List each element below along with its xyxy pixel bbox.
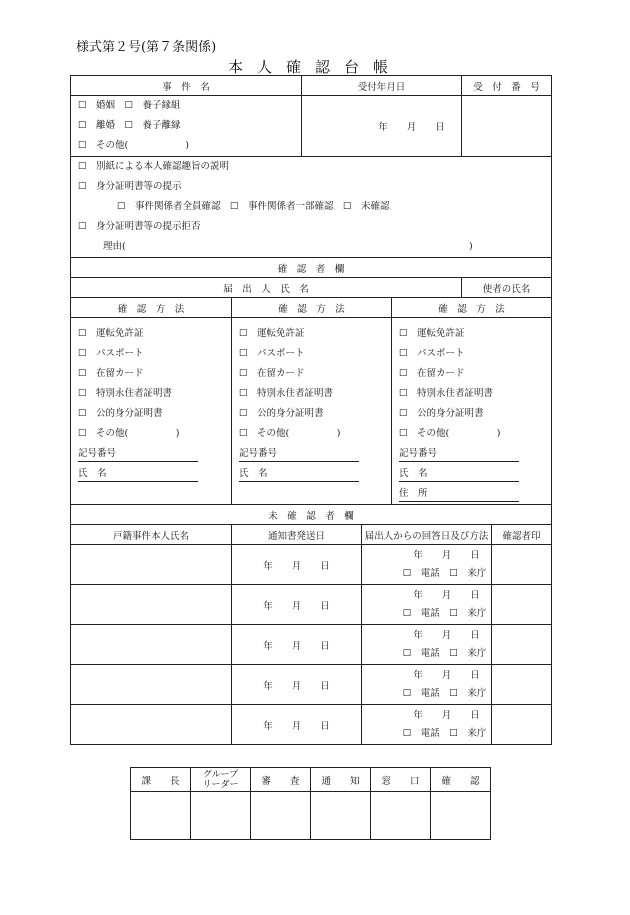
col-event-header: 事 件 名 [71,76,302,96]
confirmer-seal-cell[interactable] [492,665,552,705]
unconfirmed-section-title: 未 確 認 者 欄 [71,505,552,525]
filer-name-header: 届 出 人 氏 名 [71,278,462,298]
method-option[interactable]: ☐ 公的身分証明書 [78,408,163,419]
approval-stamp-cell[interactable] [131,792,191,840]
reply-date: 年 月 日 [413,669,480,681]
method-option[interactable]: ☐ 在留カード [78,368,144,379]
method-option[interactable]: ☐ 在留カード [239,368,305,379]
method-option[interactable]: ☐ その他( ) [399,428,501,439]
event-option[interactable]: ☐ 離婚 ☐ 養子離縁 [78,120,181,131]
reply-method[interactable]: ☐ 電話 ☐ 来庁 [402,567,487,579]
reply-method[interactable]: ☐ 電話 ☐ 来庁 [402,727,487,739]
explain-item[interactable]: ☐ 身分証明書等の提示拒否 [78,221,201,232]
address-field[interactable]: 住 所 [399,486,519,502]
approval-header: 課 長 [131,768,191,792]
explain-item[interactable]: ☐ 別紙による本人確認趣旨の説明 [78,161,230,172]
method-option[interactable]: ☐ 運転免許証 [399,328,465,339]
method-header: 確 認 方 法 [71,298,232,318]
reply-date: 年 月 日 [413,589,480,601]
method-cell-1 [71,318,232,505]
notice-date: 年 月 日 [263,680,330,692]
method-option[interactable]: ☐ 運転免許証 [78,328,144,339]
method-cell-3 [392,318,552,505]
name-field[interactable]: 氏 名 [78,466,198,482]
approval-stamp-cell[interactable] [431,792,491,840]
method-option[interactable]: ☐ 公的身分証明書 [239,408,324,419]
approval-header: グループ リーダー [191,768,251,792]
approval-stamp-cell[interactable] [311,792,371,840]
reply-cell[interactable] [362,665,492,705]
reply-cell[interactable] [362,705,492,745]
method-option[interactable]: ☐ その他( ) [239,428,341,439]
person-name-cell[interactable] [71,705,232,745]
explain-item[interactable]: ☐ 身分証明書等の提示 [78,181,182,192]
notice-date: 年 月 日 [263,600,330,612]
unconfirmed-row [71,545,552,585]
approval-stamp-cell[interactable] [371,792,431,840]
reply-method[interactable]: ☐ 電話 ☐ 来庁 [402,687,487,699]
confirmer-seal-cell[interactable] [492,585,552,625]
reply-method[interactable]: ☐ 電話 ☐ 来庁 [402,647,487,659]
notice-date-cell[interactable] [232,705,362,745]
method-option[interactable]: ☐ パスポート [78,348,144,359]
unconfirmed-header-name: 戸籍事件本人氏名 [71,525,232,545]
method-option[interactable]: ☐ パスポート [239,348,305,359]
page-title: 本人確認台帳 [227,58,402,76]
confirmer-seal-cell[interactable] [492,705,552,745]
reply-date: 年 月 日 [413,709,480,721]
person-name-cell[interactable] [71,545,232,585]
confirmer-seal-cell[interactable] [492,545,552,585]
reply-cell[interactable] [362,625,492,665]
receipt-date-cell[interactable] [302,96,462,157]
col-date-header: 受付年月日 [302,76,462,96]
reply-cell[interactable] [362,585,492,625]
explanation-cell [71,157,552,258]
reply-date: 年 月 日 [413,629,480,641]
method-option[interactable]: ☐ パスポート [399,348,465,359]
approval-stamp-cell[interactable] [251,792,311,840]
name-field[interactable]: 氏 名 [399,466,519,482]
name-field[interactable]: 氏 名 [239,466,359,482]
unconfirmed-row [71,625,552,665]
form-number: 様式第２号(第７条関係) [76,40,217,55]
notice-date-cell[interactable] [232,665,362,705]
unconfirmed-rows [71,545,552,745]
reason-label: 理由( [103,241,126,252]
unconfirmed-row [71,585,552,625]
method-option[interactable]: ☐ 在留カード [399,368,465,379]
unconfirmed-header-notice: 通知書発送日 [232,525,362,545]
method-option[interactable]: ☐ 運転免許証 [239,328,305,339]
method-option[interactable]: ☐ 特別永住者証明書 [239,388,334,399]
reply-cell[interactable] [362,545,492,585]
method-option[interactable]: ☐ 特別永住者証明書 [78,388,173,399]
confirmed-section-title: 確 認 者 欄 [71,258,552,278]
event-option[interactable]: ☐ その他( ) [78,140,189,151]
record-number-field[interactable]: 記号番号 [78,446,198,462]
refusal-reason[interactable] [71,237,551,257]
receipt-date: 年 月 日 [378,122,445,133]
notice-date: 年 月 日 [263,720,330,732]
approval-stamp-cell[interactable] [191,792,251,840]
unconfirmed-header-seal: 確認者印 [492,525,552,545]
record-number-field[interactable]: 記号番号 [399,446,519,462]
approval-header: 通 知 [311,768,371,792]
event-cell [71,96,302,157]
unconfirmed-row [71,705,552,745]
method-header: 確 認 方 法 [392,298,552,318]
main-form-table [70,75,552,745]
col-number-header: 受 付 番 号 [462,76,552,96]
notice-date: 年 月 日 [263,560,330,572]
explain-sub-item[interactable]: ☐ 事件関係者全員確認 ☐ 事件関係者一部確認 ☐ 未確認 [117,201,390,212]
confirmer-seal-cell[interactable] [492,625,552,665]
person-name-cell[interactable] [71,625,232,665]
method-option[interactable]: ☐ その他( ) [78,428,180,439]
reply-method[interactable]: ☐ 電話 ☐ 来庁 [402,607,487,619]
notice-date-cell[interactable] [232,585,362,625]
method-cell-2 [232,318,392,505]
reason-close: ) [469,241,473,252]
approval-header: 窓 口 [371,768,431,792]
method-header: 確 認 方 法 [232,298,392,318]
person-name-cell[interactable] [71,585,232,625]
approval-header: 審 査 [251,768,311,792]
unconfirmed-row [71,665,552,705]
method-option[interactable]: ☐ 公的身分証明書 [399,408,484,419]
method-option[interactable]: ☐ 特別永住者証明書 [399,388,494,399]
reply-date: 年 月 日 [413,549,480,561]
notice-date-cell[interactable] [232,625,362,665]
approval-header: 確 認 [431,768,491,792]
agent-name-header: 使者の氏名 [462,278,552,298]
receipt-number-cell[interactable] [462,96,552,157]
event-option[interactable]: ☐ 婚姻 ☐ 養子縁組 [78,100,181,111]
record-number-field[interactable]: 記号番号 [239,446,359,462]
notice-date: 年 月 日 [263,640,330,652]
person-name-cell[interactable] [71,665,232,705]
approval-table [130,767,491,840]
unconfirmed-header-reply: 届出人からの回答日及び方法 [362,525,492,545]
notice-date-cell[interactable] [232,545,362,585]
